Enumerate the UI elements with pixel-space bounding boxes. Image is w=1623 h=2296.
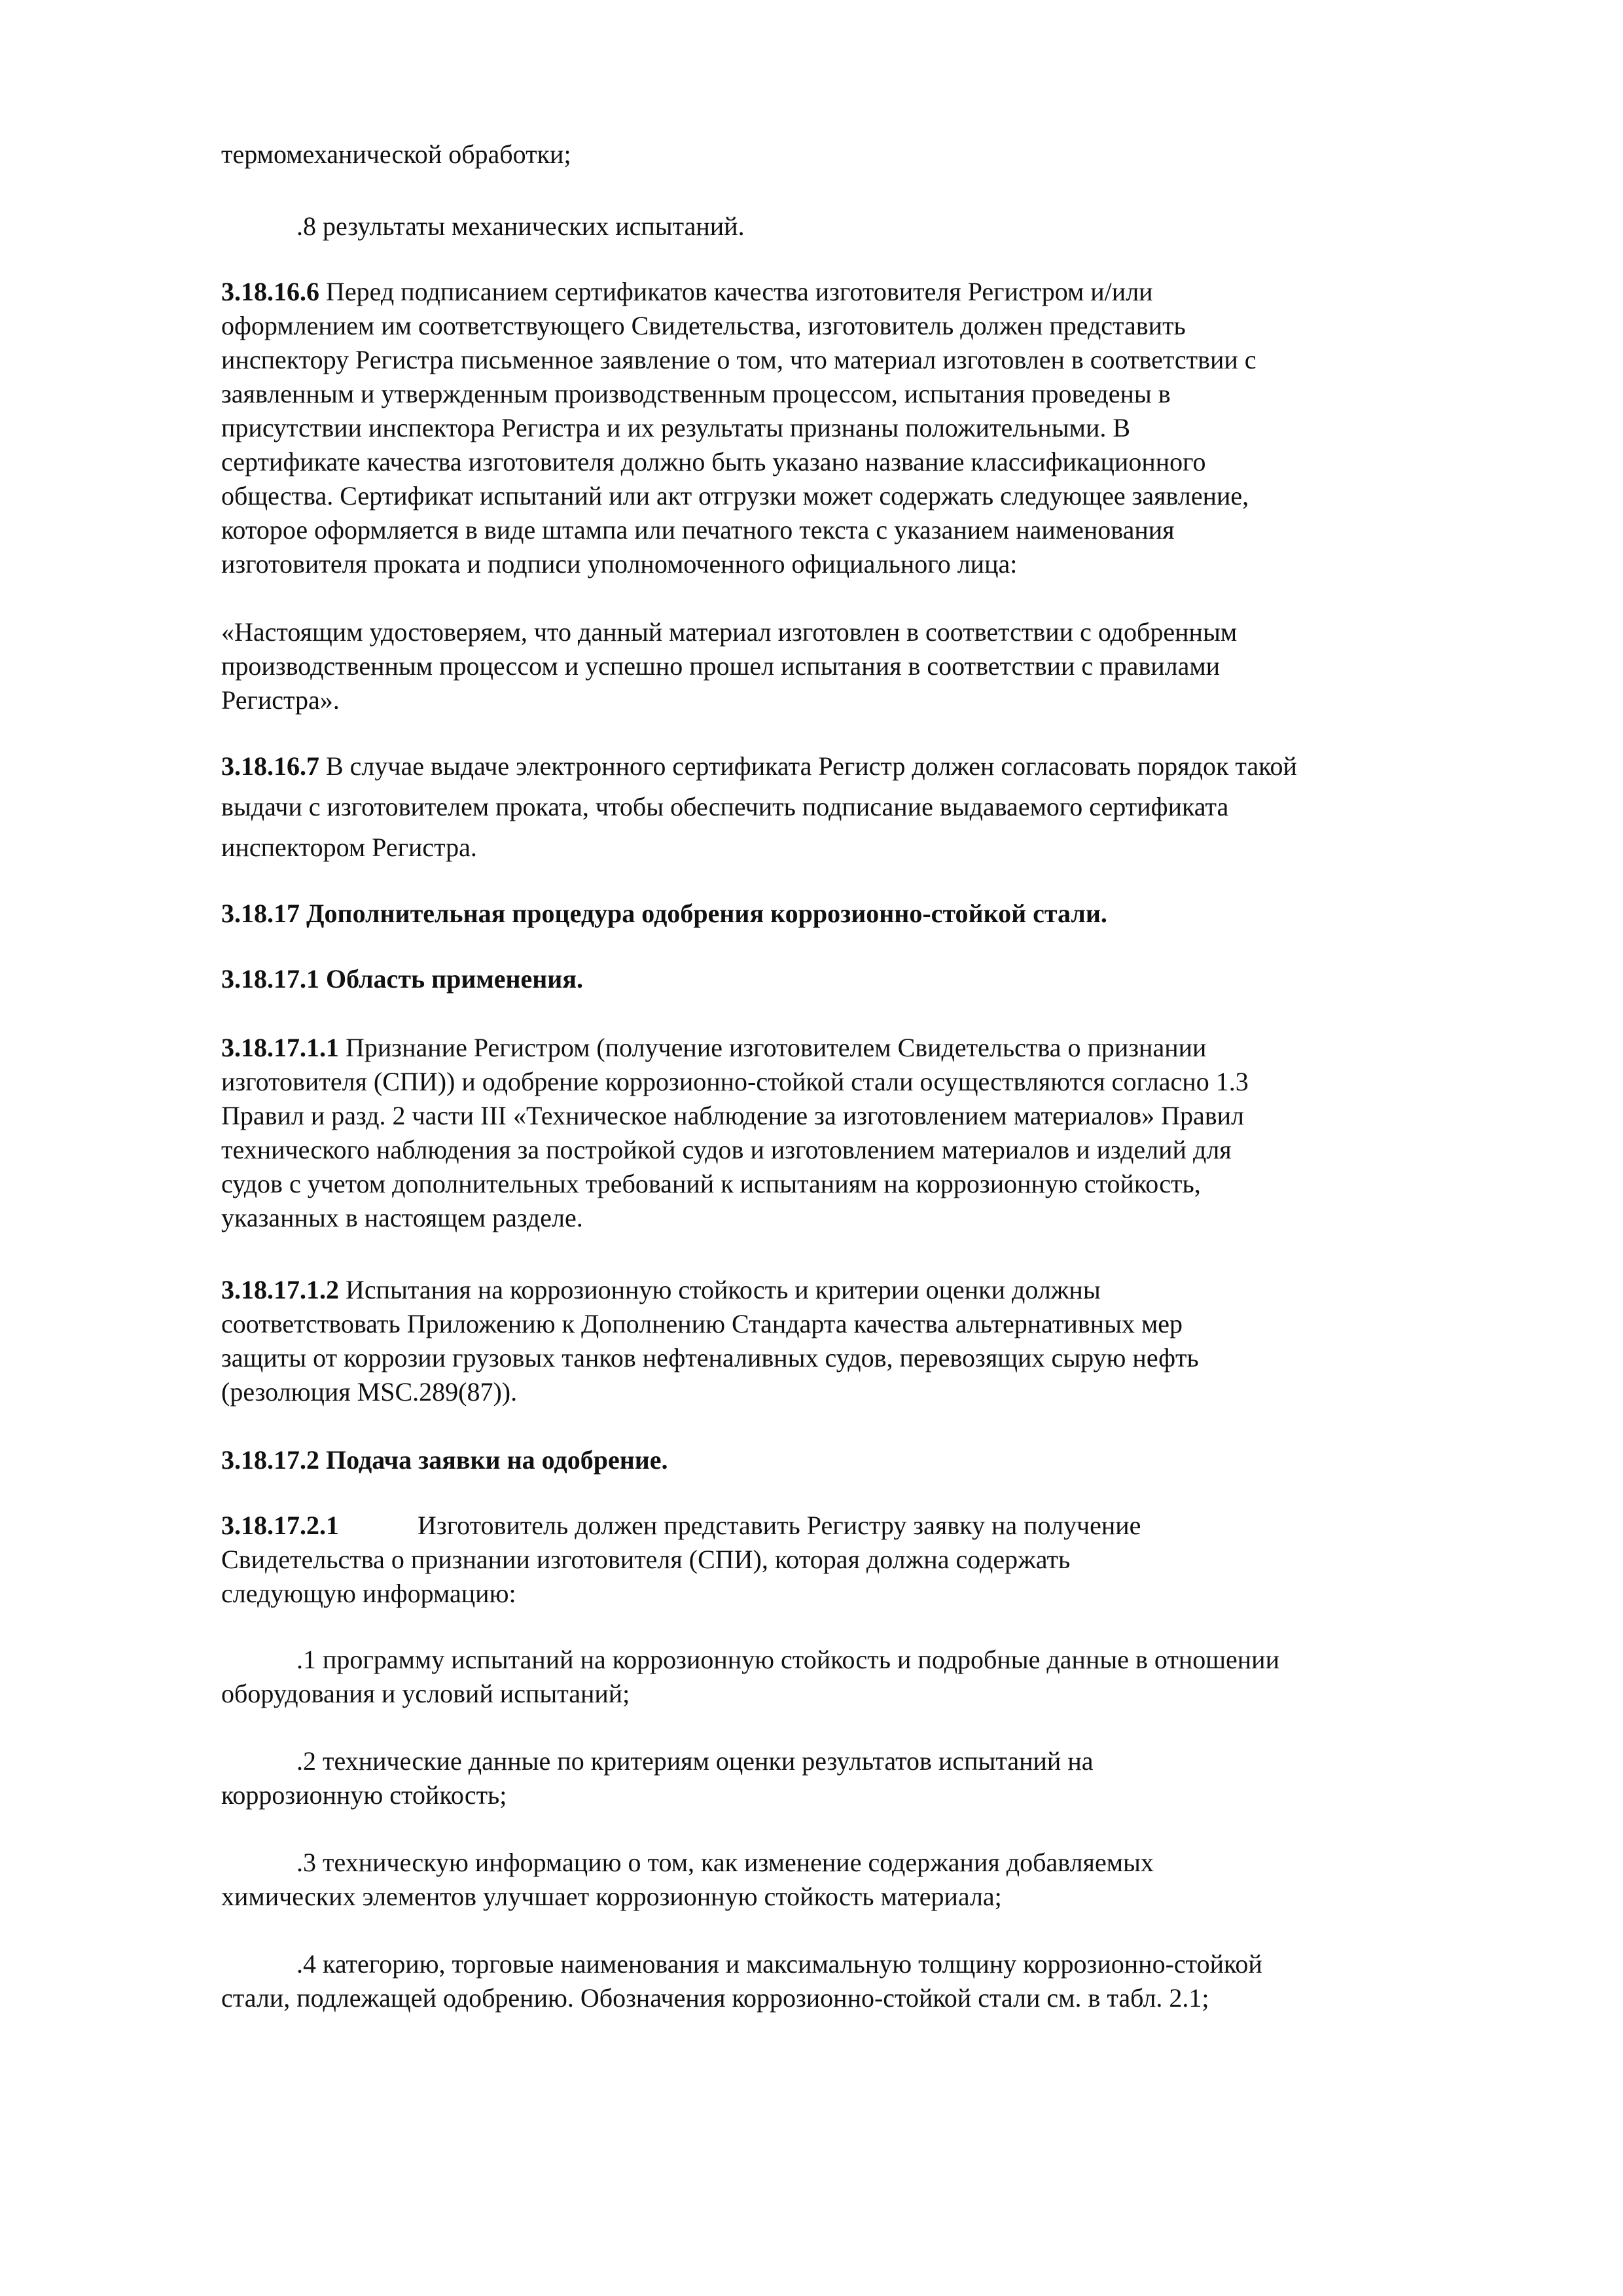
section-3-18-17-2-1-line-1 xyxy=(221,1509,1465,1543)
text-line: технического наблюдения за постройкой судов и изготовлением материалов и изделий для xyxy=(221,1135,1232,1164)
quote-line: Регистра». xyxy=(221,685,340,715)
heading-3-18-17 xyxy=(221,897,1465,931)
section-number: 3.18.17.1.2 xyxy=(221,1275,339,1304)
heading-text: 3.18.17.1 Область применения. xyxy=(221,964,583,994)
section-3-18-16-6-line-1 xyxy=(221,275,1465,309)
text-line: указанных в настоящем разделе. xyxy=(221,1203,583,1232)
text-line: В случае выдаче электронного сертификата Регистр должен согласовать порядок такой xyxy=(326,751,1297,781)
text-line: Свидетельства о признании изготовителя (СПИ), которая должна содержать xyxy=(221,1545,1071,1574)
text-line: защиты от коррозии грузовых танков нефтеналивных судов, перевозящих сырую нефть xyxy=(221,1343,1199,1372)
text-line: оформлением им соответствующего Свидетельства, изготовитель должен представить xyxy=(221,311,1186,340)
section-3-18-17-1-1-line-1 xyxy=(221,1031,1465,1065)
section-3-18-16-6 xyxy=(221,275,1465,581)
section-3-18-17-2-1 xyxy=(221,1509,1465,1611)
quoted-statement xyxy=(221,615,1465,717)
heading-3-18-17-1 xyxy=(221,962,1465,996)
list-item-line: .4 категорию, торговые наименования и максимальную толщину коррозионно-стойкой xyxy=(296,1949,1262,1979)
text-line: изготовителя (СПИ)) и одобрение коррозионно-стойкой стали осуществляются согласно 1.3 xyxy=(221,1067,1249,1096)
list-item-line: .3 техническую информацию о том, как изменение содержания добавляемых xyxy=(296,1848,1154,1877)
list-item-line: .2 технические данные по критериям оценки результатов испытаний на xyxy=(296,1746,1094,1776)
list-item-line: .1 программу испытаний на коррозионную стойкость и подробные данные в отношении xyxy=(296,1645,1279,1674)
text-line: Признание Регистром (получение изготовителем Свидетельства о признании xyxy=(346,1033,1207,1062)
text-line: заявленным и утвержденным производственным процессом, испытания проведены в xyxy=(221,379,1171,408)
heading-text: 3.18.17.2 Подача заявки на одобрение. xyxy=(221,1445,668,1475)
section-3-18-17-1-1 xyxy=(221,1031,1465,1235)
intro-paragraph xyxy=(221,137,1465,171)
list-item-line: оборудования и условий испытаний; xyxy=(221,1679,630,1708)
quote-line: производственным процессом и успешно прошел испытания в соответствии с правилами xyxy=(221,651,1221,681)
section-number: 3.18.17.1.1 xyxy=(221,1033,339,1062)
text-line: Правил и разд. 2 части III «Техническое наблюдение за изготовлением материалов» Правил xyxy=(221,1101,1244,1130)
intro-line: термомеханической обработки; xyxy=(221,139,571,169)
heading-text: 3.18.17 Дополнительная процедура одобрения коррозионно-стойкой стали. xyxy=(221,899,1107,928)
text-line: Изготовитель должен представить Регистру заявку на получение xyxy=(418,1511,1141,1540)
list-item-3 xyxy=(221,1846,1465,1914)
list-item-1 xyxy=(221,1643,1465,1711)
text-line: соответствовать Приложению к Дополнению Стандарта качества альтернативных мер xyxy=(221,1309,1183,1338)
heading-3-18-17-2 xyxy=(221,1443,1465,1477)
list-item-line: химических элементов улучшает коррозионную стойкость материала; xyxy=(221,1882,1002,1911)
text-line: судов с учетом дополнительных требований к испытаниям на коррозионную стойкость, xyxy=(221,1169,1201,1198)
item-8-text: .8 результаты механических испытаний. xyxy=(296,211,745,241)
text-line: Испытания на коррозионную стойкость и критерии оценки должны xyxy=(346,1275,1101,1304)
text-line: инспектором Регистра. xyxy=(221,833,477,862)
text-line: следующую информацию: xyxy=(221,1579,516,1608)
text-line: выдачи с изготовителем проката, чтобы обеспечить подписание выдаваемого сертификата xyxy=(221,792,1229,821)
quote-line: «Настоящим удостоверяем, что данный материал изготовлен в соответствии с одобренным xyxy=(221,617,1238,647)
section-number: 3.18.17.2.1 xyxy=(221,1511,339,1540)
text-line: Перед подписанием сертификатов качества изготовителя Регистром и/или xyxy=(326,277,1153,306)
text-line: (резолюция MSC.289(87)). xyxy=(221,1377,518,1407)
section-3-18-17-1-2 xyxy=(221,1273,1465,1409)
section-3-18-16-7 xyxy=(221,746,1465,868)
text-line: которое оформляется в виде штампа или печатного текста с указанием наименования xyxy=(221,515,1175,545)
text-line: сертификате качества изготовителя должно быть указано название классификационного xyxy=(221,447,1206,476)
text-line: общества. Сертификат испытаний или акт отгрузки может содержать следующее заявление, xyxy=(221,481,1249,511)
list-item-line: коррозионную стойкость; xyxy=(221,1780,507,1810)
section-number: 3.18.16.6 xyxy=(221,277,319,306)
list-item-line: стали, подлежащей одобрению. Обозначения коррозионно-стойкой стали см. в табл. 2.1; xyxy=(221,1983,1209,2013)
section-number: 3.18.16.7 xyxy=(221,751,319,781)
item-8 xyxy=(221,209,1465,243)
section-3-18-16-7-line-1 xyxy=(221,746,1465,787)
text-line: присутствии инспектора Регистра и их результаты признаны положительными. В xyxy=(221,413,1131,442)
text-line: изготовителя проката и подписи уполномоченного официального лица: xyxy=(221,549,1018,579)
section-3-18-17-1-2-line-1 xyxy=(221,1273,1465,1307)
list-item-4 xyxy=(221,1947,1465,2015)
text-line: инспектору Регистра письменное заявление о том, что материал изготовлен в соответствии с xyxy=(221,345,1257,374)
list-item-2 xyxy=(221,1744,1465,1812)
